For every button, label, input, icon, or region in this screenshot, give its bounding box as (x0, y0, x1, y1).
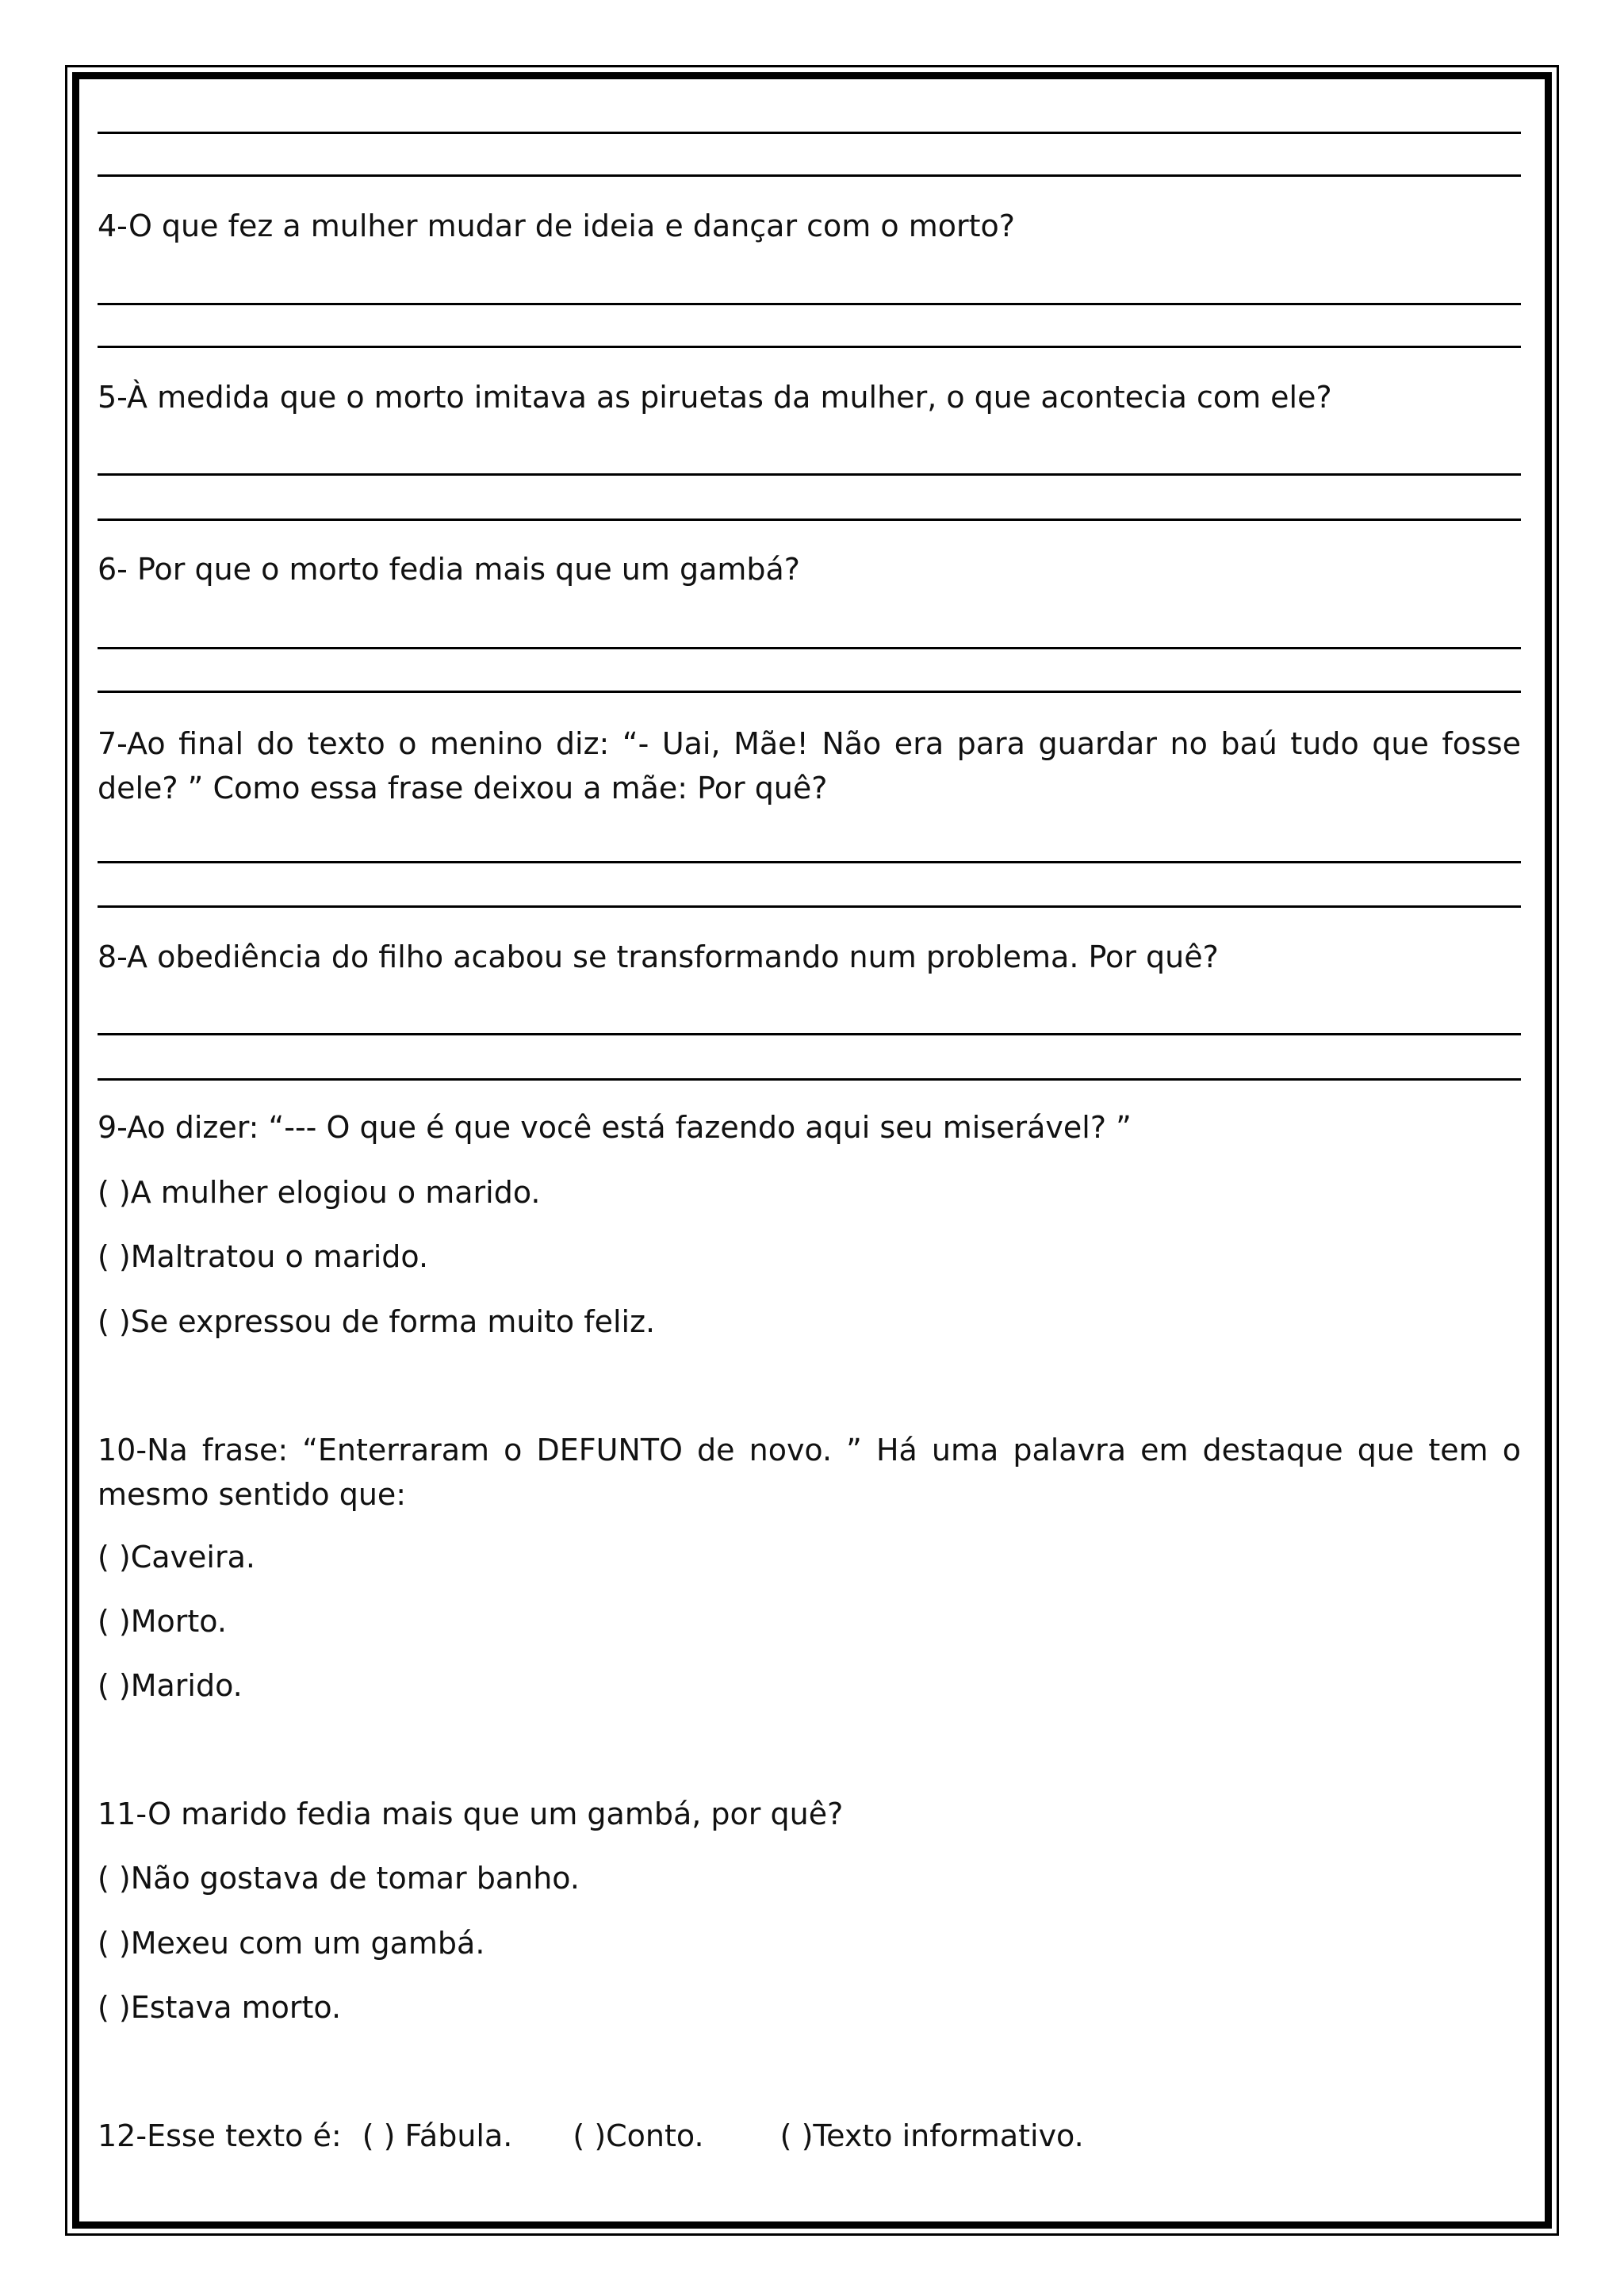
answer-line[interactable] (98, 174, 1521, 177)
question-4: 4-O que fez a mulher mudar de ideia e dançar com o morto? (98, 209, 1015, 243)
question-5: 5-À medida que o morto imitava as piruetas da mulher, o que acontecia com ele? (98, 380, 1332, 415)
option-11b[interactable]: ( )Mexeu com um gambá. (98, 1926, 485, 1961)
question-7: 7-Ao final do texto o menino diz: “- Uai, Mãe! Não era para guardar no baú tudo que fosse dele? ” Como essa frase deixou a mãe: Por quê? (98, 726, 1521, 806)
option-12a[interactable]: ( ) Fábula. (362, 2118, 513, 2153)
option-9a[interactable]: ( )A mulher elogiou o marido. (98, 1175, 541, 1210)
question-12-label: 12-Esse texto é: (98, 2118, 342, 2153)
answer-line[interactable] (98, 132, 1521, 134)
option-9c[interactable]: ( )Se expressou de forma muito feliz. (98, 1304, 656, 1339)
option-10c[interactable]: ( )Marido. (98, 1668, 243, 1703)
answer-line[interactable] (98, 473, 1521, 476)
question-6: 6- Por que o morto fedia mais que um gambá? (98, 552, 800, 587)
question-9: 9-Ao dizer: “--- O que é que você está fazendo aqui seu miserável? ” (98, 1110, 1132, 1145)
option-10a[interactable]: ( )Caveira. (98, 1540, 255, 1575)
answer-line[interactable] (98, 303, 1521, 305)
question-8: 8-A obediência do filho acabou se transformando num problema. Por quê? (98, 939, 1219, 974)
question-12 (98, 2114, 1521, 2158)
answer-line[interactable] (98, 1033, 1521, 1035)
option-11c[interactable]: ( )Estava morto. (98, 1990, 342, 2025)
option-12b[interactable]: ( )Conto. (573, 2118, 704, 2153)
answer-line[interactable] (98, 346, 1521, 348)
option-11a[interactable]: ( )Não gostava de tomar banho. (98, 1861, 580, 1896)
question-11: 11-O marido fedia mais que um gambá, por quê? (98, 1797, 844, 1831)
answer-line[interactable] (98, 519, 1521, 521)
answer-line[interactable] (98, 861, 1521, 863)
answer-line[interactable] (98, 691, 1521, 693)
option-10b[interactable]: ( )Morto. (98, 1604, 227, 1639)
option-12c[interactable]: ( )Texto informativo. (779, 2118, 1084, 2153)
answer-line[interactable] (98, 905, 1521, 908)
answer-line[interactable] (98, 647, 1521, 649)
question-10: 10-Na frase: “Enterraram o DEFUNTO de novo. ” Há uma palavra em destaque que tem o mesmo sentido que: (98, 1433, 1521, 1512)
option-9b[interactable]: ( )Maltratou o marido. (98, 1239, 429, 1274)
answer-line[interactable] (98, 1078, 1521, 1081)
